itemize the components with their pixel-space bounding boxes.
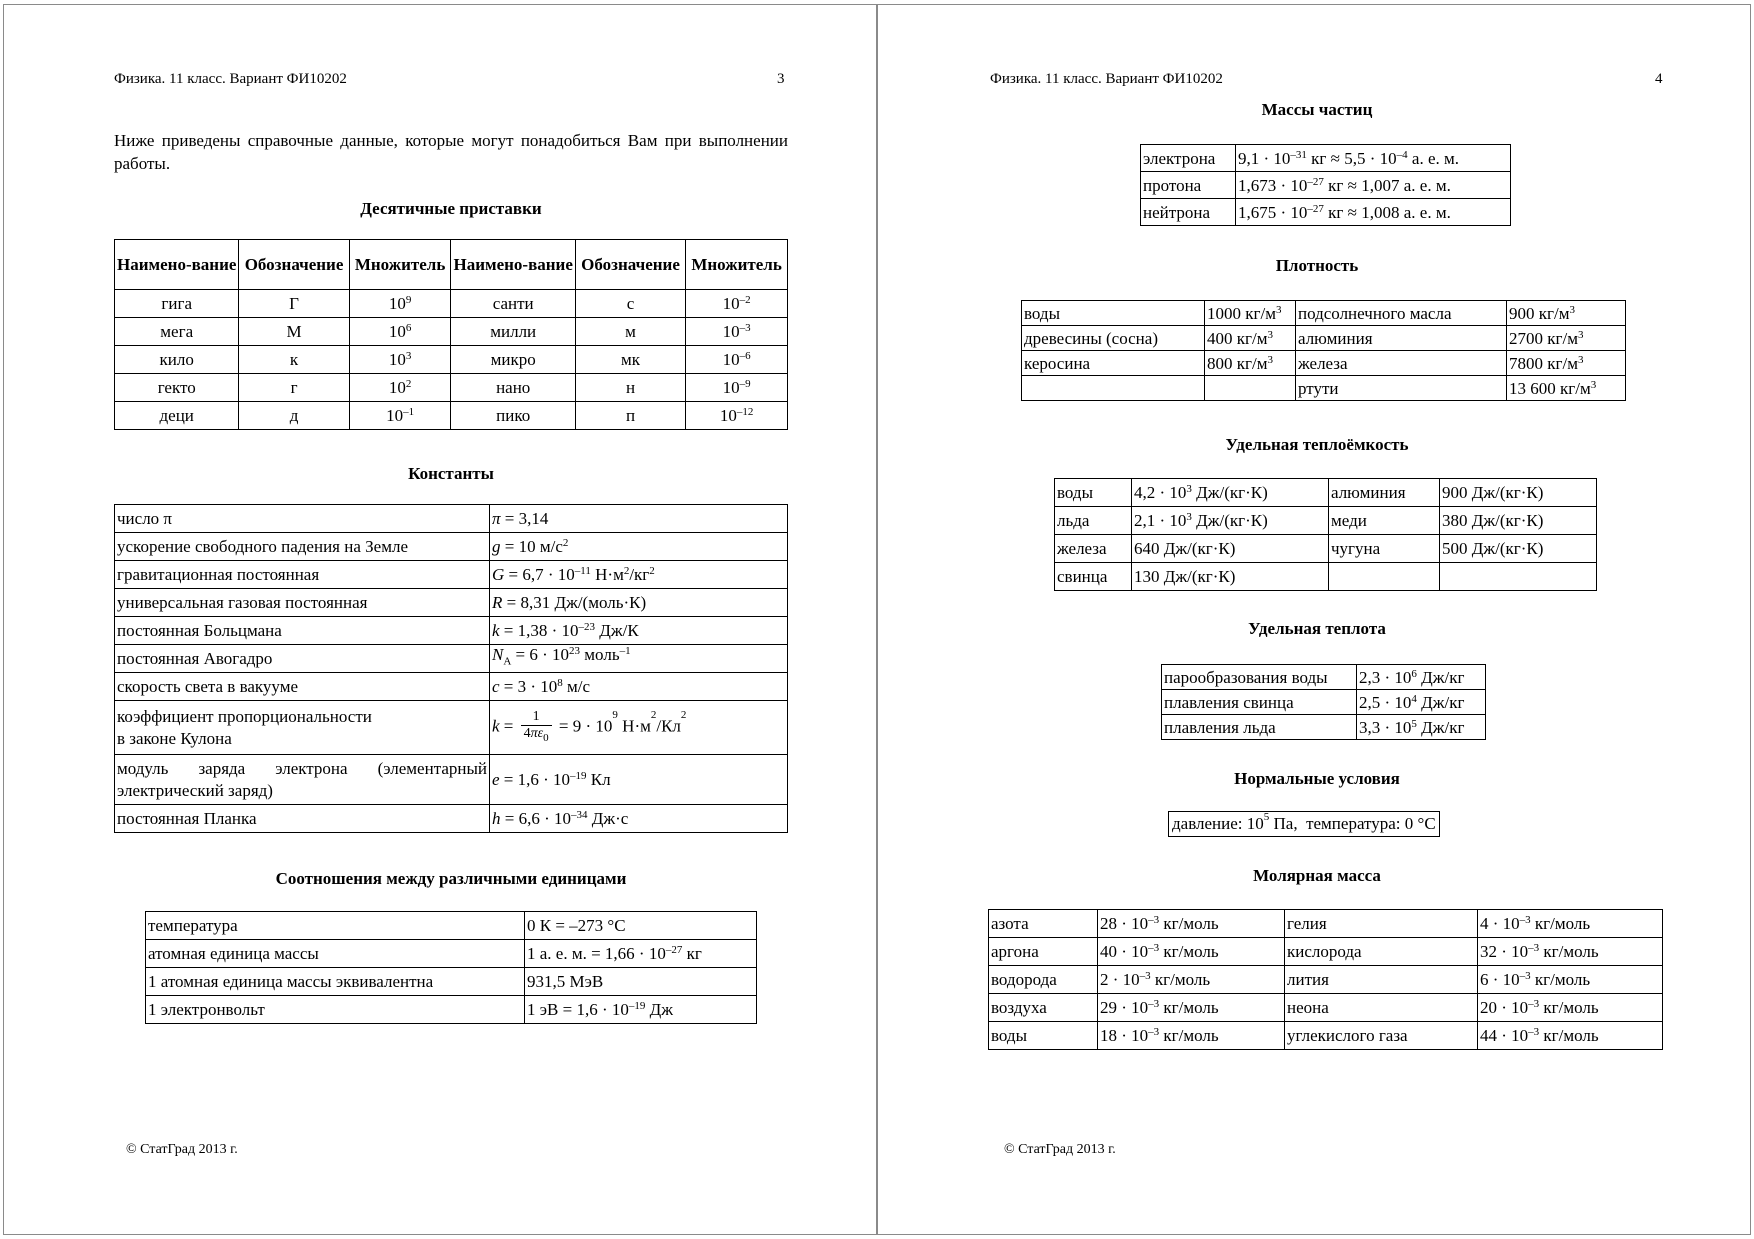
prefixes-header-cell: Обозначение [575,240,685,290]
molar-cell: лития [1285,966,1478,994]
normal-conditions: давление: $10^5$ Па, температура: 0 °С [1168,811,1440,837]
table-row [989,938,1663,966]
multiplier-exponent: 6 [405,322,412,334]
constant-value: $c = 3 \cdot 10^8$ м/с [490,673,788,701]
heat-cell: 640 Дж/(кг·К) [1132,535,1329,563]
multiplier-base: 10 [722,294,740,313]
molar-cell: $2 \cdot 10^{-3}$ кг/моль [1098,966,1285,994]
table-row [1022,326,1626,351]
molar-cell: водорода [989,966,1098,994]
multiplier-base: 10 [722,378,740,397]
density-cell: 900 $кг/м^3$ [1507,301,1626,326]
heat-cell: $2,1 \cdot 10^3$ Дж/(кг·К) [1132,507,1329,535]
unit-value: 1 эВ = $1,6 \cdot 10^{-19}$ Дж [525,996,757,1024]
specific-heat-value: $2,5 \cdot 10^4$ Дж/кг [1357,690,1486,715]
heat-cell: чугуна [1329,535,1440,563]
normal-title: Нормальные условия [1234,769,1400,788]
density-cell: 400 $кг/м^3$ [1205,326,1296,351]
heat-cell: воды [1055,479,1132,507]
constant-name: коэффициент пропорциональности в законе Кулона [115,701,490,755]
page-header: Физика. 11 класс. Вариант ФИ10202 [990,71,1223,87]
page-right [877,4,1751,1235]
table-row [1055,535,1597,563]
mass-value: $1,673 \cdot 10^{-27}$ кг ≈ 1,007 а. е. м. [1236,172,1511,199]
molar-cell: $44 \cdot 10^{-3}$ кг/моль [1478,1022,1663,1050]
prefix-cell: п [575,402,685,430]
multiplier-base: 10 [388,294,406,313]
table-row [146,968,757,996]
table-row [115,318,788,346]
prefix-cell: гекто [115,374,239,402]
table-row [115,617,788,645]
prefix-cell: д [239,402,349,430]
constant-name: число π [115,505,490,533]
multiplier-base: 10 [388,378,406,397]
molar-cell: неона [1285,994,1478,1022]
prefix-cell: нано [451,374,575,402]
heat-cell: 900 Дж/(кг·К) [1440,479,1597,507]
constant-name: скорость света в вакууме [115,673,490,701]
molar-cell: азота [989,910,1098,938]
page-number: 4 [1655,71,1663,87]
prefix-cell [686,318,788,346]
heat-cell: железа [1055,535,1132,563]
table-row [1141,145,1511,172]
page-left [3,4,877,1235]
prefixes-body [115,290,788,430]
prefix-cell [349,290,451,318]
page-footer: © СтатГрад 2013 г. [1004,1142,1116,1157]
table-row [115,589,788,617]
molar-cell: аргона [989,938,1098,966]
density-title: Плотность [1275,256,1359,275]
table-row [1055,563,1597,591]
prefix-cell [686,374,788,402]
multiplier-exponent: –12 [736,406,754,418]
specific-heat-name: парообразования воды [1162,665,1357,690]
constant-value: R = 8,31 Дж/(моль·К) [490,589,788,617]
prefix-cell: м [575,318,685,346]
table-row [115,673,788,701]
constant-name: универсальная газовая постоянная [115,589,490,617]
prefix-cell: к [239,346,349,374]
prefixes-header-cell: Множитель [686,240,788,290]
prefix-cell [349,374,451,402]
prefixes-title: Десятичные приставки [360,199,542,218]
density-cell: алюминия [1296,326,1507,351]
constant-name: модуль заряда электрона (элементарный электрический заряд) [115,755,490,805]
molar-cell: $20 \cdot 10^{-3}$ кг/моль [1478,994,1663,1022]
table-row [989,994,1663,1022]
density-cell: древесины (сосна) [1022,326,1205,351]
unit-value: 931,5 МэВ [525,968,757,996]
masses-table [1140,144,1511,226]
table-row [1162,690,1486,715]
constant-value: π = 3,14 [490,505,788,533]
table-row [1141,199,1511,226]
units-title: Соотношения между различными единицами [275,869,627,888]
multiplier-base: 10 [388,350,406,369]
unit-name: температура [146,912,525,940]
table-row [115,346,788,374]
table-row [1055,479,1597,507]
mass-name: электрона [1141,145,1236,172]
constant-value: $e = 1,6 \cdot 10^{-19}$ Кл [490,755,788,805]
molar-cell: воды [989,1022,1098,1050]
table-row [115,505,788,533]
density-cell: подсолнечного масла [1296,301,1507,326]
heat-cell: 130 Дж/(кг·К) [1132,563,1329,591]
constant-name: гравитационная постоянная [115,561,490,589]
density-cell: 7800 $кг/м^3$ [1507,351,1626,376]
heat-capacity-table [1054,478,1597,591]
constant-value: g = 10 $м/с^2$ [490,533,788,561]
specific-heat-title: Удельная теплота [1248,619,1386,638]
specific-heat-table [1161,664,1486,740]
prefix-cell [349,402,451,430]
density-cell: 2700 $кг/м^3$ [1507,326,1626,351]
unit-value: 0 К = –273 °С [525,912,757,940]
table-row [1162,665,1486,690]
density-cell: железа [1296,351,1507,376]
multiplier-exponent: –2 [739,294,751,306]
table-row [115,701,788,755]
mass-name: протона [1141,172,1236,199]
table-row [1162,715,1486,740]
multiplier-base: 10 [388,322,406,341]
masses-title: Массы частиц [1261,100,1373,119]
density-cell: 13 600 $кг/м^3$ [1507,376,1626,401]
density-cell [1022,376,1205,401]
prefix-cell: Г [239,290,349,318]
constant-name: постоянная Планка [115,805,490,833]
prefix-cell: г [239,374,349,402]
prefix-cell: пико [451,402,575,430]
heat-cell: льда [1055,507,1132,535]
mass-value: $9,1 \cdot 10^{-31}$ кг ≈ $5,5 \cdot 10^{-4}$ а. е. м. [1236,145,1511,172]
prefix-cell [349,346,451,374]
molar-title: Молярная масса [1253,866,1381,885]
specific-heat-name: плавления льда [1162,715,1357,740]
molar-cell: гелия [1285,910,1478,938]
density-cell: 1000 $кг/м^3$ [1205,301,1296,326]
constant-value: $G = 6,7 \cdot 10^{-11}$ $Н\cdot м^2/кг^2$ [490,561,788,589]
prefix-cell: н [575,374,685,402]
table-row [115,755,788,805]
heat-cell: 500 Дж/(кг·К) [1440,535,1597,563]
molar-cell: углекислого газа [1285,1022,1478,1050]
prefix-cell [349,318,451,346]
multiplier-base: 10 [719,406,737,425]
heat-cell: 380 Дж/(кг·К) [1440,507,1597,535]
prefix-cell [686,290,788,318]
multiplier-exponent: –3 [739,322,751,334]
specific-heat-name: плавления свинца [1162,690,1357,715]
constant-name: постоянная Авогадро [115,645,490,673]
prefix-cell: деци [115,402,239,430]
constant-value: k = $\frac{1}{4\pi\varepsilon_0}$ = $9 \cdot 10^9$ $Н\cdot м^2/Кл^2$ [490,701,788,755]
unit-value: 1 а. е. м. = $1,66 \cdot 10^{-27}$ кг [525,940,757,968]
prefix-cell [686,346,788,374]
table-row [115,645,788,673]
table-row [1022,351,1626,376]
constants-title: Константы [408,464,494,483]
table-row [1022,301,1626,326]
molar-cell: воздуха [989,994,1098,1022]
multiplier-base: 10 [722,350,740,369]
prefixes-header-cell: Наимено-вание [451,240,575,290]
unit-name: 1 атомная единица массы эквивалентна [146,968,525,996]
table-row [115,374,788,402]
table-row [989,966,1663,994]
molar-cell: $4 \cdot 10^{-3}$ кг/моль [1478,910,1663,938]
prefixes-header-cell: Обозначение [239,240,349,290]
density-cell [1205,376,1296,401]
density-cell: керосина [1022,351,1205,376]
prefix-cell: микро [451,346,575,374]
prefix-cell: с [575,290,685,318]
specific-heat-value: $2,3 \cdot 10^6$ Дж/кг [1357,665,1486,690]
constants-table [114,504,788,833]
table-row [1055,507,1597,535]
table-row [115,402,788,430]
molar-table [988,909,1663,1050]
density-table [1021,300,1626,401]
multiplier-exponent: 3 [405,350,412,362]
coulomb-fraction: $\frac{1}{4\pi\varepsilon_0}$ [521,709,552,746]
prefix-cell: М [239,318,349,346]
constant-name: ускорение свободного падения на Земле [115,533,490,561]
prefix-cell: гига [115,290,239,318]
specific-heat-value: $3,3 \cdot 10^5$ Дж/кг [1357,715,1486,740]
table-row [115,290,788,318]
constant-value: $N_A = 6 \cdot 10^{23}$ моль$^{-1}$ [490,645,788,673]
unit-name: атомная единица массы [146,940,525,968]
multiplier-exponent: –6 [739,350,751,362]
table-row [146,940,757,968]
mass-value: $1,675 \cdot 10^{-27}$ кг ≈ 1,008 а. е. м. [1236,199,1511,226]
heat-cell [1440,563,1597,591]
heat-cell: свинца [1055,563,1132,591]
multiplier-exponent: –1 [403,406,415,418]
density-cell: ртути [1296,376,1507,401]
units-table [145,911,757,1024]
table-row [146,996,757,1024]
table-row [115,805,788,833]
intro-paragraph: Ниже приведены справочные данные, которые могут понадобиться Вам при выполнении работы. [114,131,788,173]
page-header: Физика. 11 класс. Вариант ФИ10202 [114,71,347,87]
density-cell: 800 $кг/м^3$ [1205,351,1296,376]
multiplier-exponent: 9 [405,294,412,306]
prefix-cell: мега [115,318,239,346]
molar-cell: $18 \cdot 10^{-3}$ кг/моль [1098,1022,1285,1050]
page-number: 3 [777,71,785,87]
constant-value: $h = 6,6 \cdot 10^{-34}$ Дж·с [490,805,788,833]
multiplier-base: 10 [386,406,404,425]
table-row [989,1022,1663,1050]
multiplier-exponent: –9 [739,378,751,390]
table-row [115,561,788,589]
prefix-cell [686,402,788,430]
prefix-cell: мк [575,346,685,374]
unit-name: 1 электронвольт [146,996,525,1024]
prefixes-header-cell: Множитель [349,240,451,290]
page-footer: © СтатГрад 2013 г. [126,1142,238,1157]
molar-cell: $28 \cdot 10^{-3}$ кг/моль [1098,910,1285,938]
molar-cell: $29 \cdot 10^{-3}$ кг/моль [1098,994,1285,1022]
molar-cell: $6 \cdot 10^{-3}$ кг/моль [1478,966,1663,994]
density-cell: воды [1022,301,1205,326]
prefix-cell: санти [451,290,575,318]
mass-name: нейтрона [1141,199,1236,226]
molar-cell: $40 \cdot 10^{-3}$ кг/моль [1098,938,1285,966]
table-row [146,912,757,940]
prefix-cell: милли [451,318,575,346]
multiplier-exponent: 2 [405,378,412,390]
heat-capacity-title: Удельная теплоёмкость [1225,435,1409,454]
prefix-cell: кило [115,346,239,374]
constant-name: постоянная Больцмана [115,617,490,645]
heat-cell: меди [1329,507,1440,535]
heat-cell: $4,2 \cdot 10^3$ Дж/(кг·К) [1132,479,1329,507]
heat-cell: алюминия [1329,479,1440,507]
prefixes-table [114,239,788,430]
table-row [1141,172,1511,199]
multiplier-base: 10 [722,322,740,341]
molar-cell: кислорода [1285,938,1478,966]
table-row [115,533,788,561]
prefixes-header-cell: Наимено-вание [115,240,239,290]
table-row [989,910,1663,938]
molar-cell: $32 \cdot 10^{-3}$ кг/моль [1478,938,1663,966]
heat-cell [1329,563,1440,591]
table-row [1022,376,1626,401]
constant-value: $k = 1,38 \cdot 10^{-23}$ Дж/К [490,617,788,645]
